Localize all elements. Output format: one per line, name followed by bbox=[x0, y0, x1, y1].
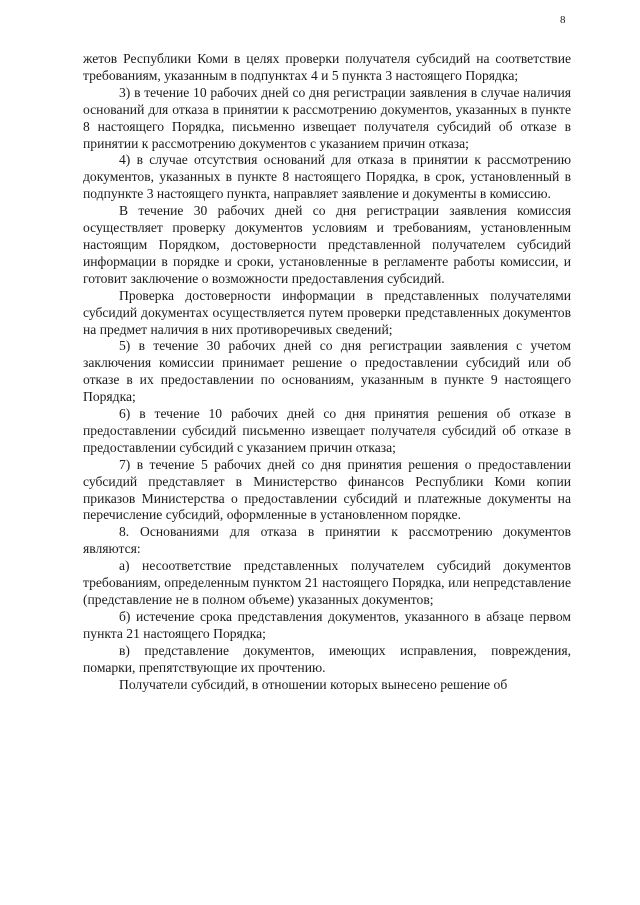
paragraph-recipients: Получатели субсидий, в отношении которых вынесено решение об bbox=[119, 676, 508, 692]
page-number: 8 bbox=[560, 14, 566, 26]
document-body bbox=[83, 51, 571, 693]
paragraph-continuation: жетов Республики Коми в целях проверки получателя субсидий на соответствие требованиям, указанным в подпунктах 4 и 5 пункта 3 настоящего Порядка; bbox=[83, 51, 571, 83]
paragraph-item-7: 7) в течение 5 рабочих дней со дня принятия решения о предоставлении субсидий представляет в Министерство финансов Республики Коми копии приказов Министерства о предоставлении субсидий и платежные документы на перечисление субсидий, оформленные в установленном порядке. bbox=[83, 456, 571, 523]
paragraph-subitem-v: в) представление документов, имеющих исправления, повреждения, помарки, препятствующие их прочтению. bbox=[83, 642, 571, 675]
paragraph-item-6: 6) в течение 10 рабочих дней со дня принятия решения об отказе в предоставлении субсидий письменно извещает получателя субсидий об отказе в предоставлении субсидий с указанием причин отказа; bbox=[83, 406, 571, 455]
paragraph-commission-review: В течение 30 рабочих дней со дня регистрации заявления комиссия осуществляет проверку документов условиям и требованиям, установленным настоящим Порядком, достоверности представленной получателем субсидий информации в порядке и сроки, установленные в регламенте работы комиссии, и готовит заключение о возможности предоставления субсидий. bbox=[83, 203, 571, 286]
paragraph-subitem-a: а) несоответствие представленных получателем субсидий документов требованиям, определенным пунктом 21 настоящего Порядка, или непредставление (представление не в полном объеме) указанных документов; bbox=[83, 558, 571, 607]
paragraph-subitem-b: б) истечение срока представления документов, указанного в абзаце первом пункта 21 настоящего Порядка; bbox=[83, 608, 571, 641]
paragraph-verification: Проверка достоверности информации в представленных получателями субсидий документах осуществляется путем проверки представленных документов на предмет наличия в них противоречивых сведений; bbox=[83, 287, 571, 337]
paragraph-item-3: 3) в течение 10 рабочих дней со дня регистрации заявления в случае наличия оснований для отказа в принятии к рассмотрению документов, указанных в пункте 8 настоящего Порядка, письменно извещает получателя субсидий об отказе в принятии к рассмотрению документов с указанием причин отказа; bbox=[83, 84, 571, 151]
paragraph-section-8: 8. Основаниями для отказа в принятии к рассмотрению документов являются: bbox=[83, 524, 571, 557]
paragraph-item-4: 4) в случае отсутствия оснований для отказа в принятии к рассмотрению документов, указанных в пункте 8 настоящего Порядка, в срок, установленный в подпункте 3 настоящего пункта, направляет заявление и документы в комиссию. bbox=[83, 152, 571, 202]
paragraph-item-5: 5) в течение 30 рабочих дней со дня регистрации заявления с учетом заключения комиссии принимает решение о предоставлении субсидий или об отказе в их предоставлении по основаниям, указанным в пункте 9 настоящего Порядка; bbox=[83, 338, 571, 405]
